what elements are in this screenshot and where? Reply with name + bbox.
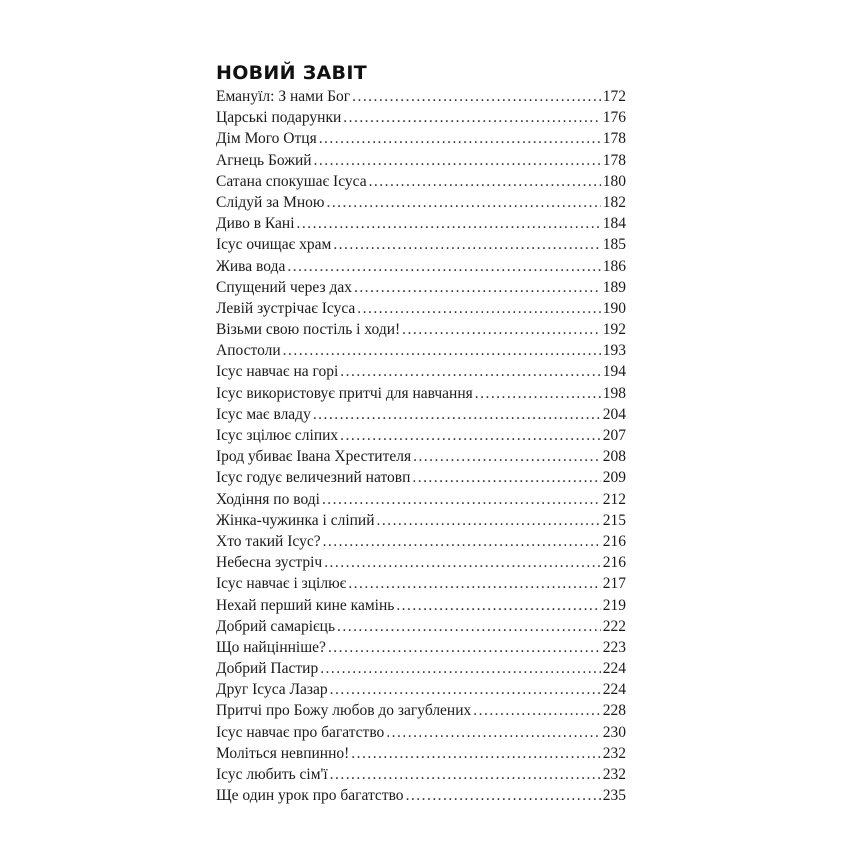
toc-entry-title: Хто такий Ісус? xyxy=(216,532,321,550)
toc-entry-title: Агнець Божий xyxy=(216,151,312,169)
toc-entry xyxy=(216,489,626,510)
toc-entry-title: Жінка-чужинка і сліпий xyxy=(216,511,375,529)
dot-leader xyxy=(326,192,600,213)
toc-entry xyxy=(216,722,626,743)
toc-entry-title: Добрий Пастир xyxy=(216,660,319,678)
toc-entry xyxy=(216,573,626,594)
dot-leader xyxy=(297,213,601,234)
toc-entry-page-number: 178 xyxy=(602,130,626,148)
toc-entry-page-number: 222 xyxy=(602,617,626,635)
toc-entry-title: Жива вода xyxy=(216,257,286,275)
toc-entry-title: Слідуй за Мною xyxy=(216,193,325,211)
dot-leader xyxy=(340,361,600,382)
dot-leader xyxy=(402,319,601,340)
toc-entry-page-number: 207 xyxy=(602,427,626,444)
dot-leader xyxy=(319,128,601,149)
toc-entry xyxy=(216,404,626,425)
toc-entry-page-number: 209 xyxy=(602,469,626,487)
toc-entry xyxy=(216,658,626,679)
toc-entry-title: Ісус навчає на горі xyxy=(216,363,339,381)
dot-leader xyxy=(287,256,600,277)
toc-entry-page-number: 224 xyxy=(602,681,626,699)
toc-entry-title: Моліться невпинно! xyxy=(216,744,350,762)
toc-entry xyxy=(216,340,626,361)
toc-entry-page-number: 182 xyxy=(602,193,626,211)
toc-entry-page-number: 184 xyxy=(602,215,626,233)
toc-entry-page-number: 190 xyxy=(602,299,626,317)
toc-entry-page-number: 235 xyxy=(602,787,626,805)
toc-entry xyxy=(216,743,626,764)
toc-entry xyxy=(216,256,626,277)
dot-leader xyxy=(320,658,601,679)
toc-entry-title: Спущений через дах xyxy=(216,278,352,296)
toc-entry-title: Ісус зцілює сліпих xyxy=(216,427,339,444)
dot-leader xyxy=(283,340,601,361)
toc-entry-title: Ірод убиває Івана Хрестителя xyxy=(216,448,412,466)
toc-entry-title: Дім Мого Отця xyxy=(216,130,317,148)
toc-entry xyxy=(216,383,626,404)
toc-entry-title: Ісус очищає храм xyxy=(216,236,332,254)
dot-leader xyxy=(314,150,601,171)
dot-leader xyxy=(340,425,601,446)
dot-leader xyxy=(328,637,601,658)
dot-leader xyxy=(369,171,601,192)
toc-entry xyxy=(216,107,626,128)
toc-entry-page-number: 232 xyxy=(602,766,626,783)
toc-entry-title: Притчі про Божу любов до загублених xyxy=(216,702,472,720)
toc-entry-title: Ще один урок про багатство xyxy=(216,787,404,805)
toc-entry xyxy=(216,298,626,319)
toc-entry-title: Що найцінніше? xyxy=(216,638,326,656)
toc-entry-page-number: 224 xyxy=(602,660,626,678)
toc-entry xyxy=(216,552,626,573)
toc-entry-page-number: 216 xyxy=(602,554,626,572)
dot-leader xyxy=(377,510,601,531)
toc-entry xyxy=(216,86,626,107)
toc-entry xyxy=(216,467,626,488)
dot-leader xyxy=(322,489,601,510)
dot-leader xyxy=(473,700,600,721)
toc-entry xyxy=(216,595,626,616)
toc-entry xyxy=(216,128,626,149)
toc-entry-page-number: 193 xyxy=(602,342,626,360)
toc-entry-title: Царські подарунки xyxy=(216,109,342,127)
dot-leader xyxy=(337,616,601,637)
dot-leader xyxy=(343,107,600,128)
table-of-contents xyxy=(216,62,626,806)
dot-leader xyxy=(396,595,600,616)
toc-entry-page-number: 176 xyxy=(602,109,626,127)
toc-entry xyxy=(216,192,626,213)
toc-entry-page-number: 194 xyxy=(602,363,626,381)
toc-entry xyxy=(216,764,626,785)
toc-entry-title: Сатана спокушає Ісуса xyxy=(216,172,367,190)
toc-entry-title: Ісус навчає про багатство xyxy=(216,723,385,741)
dot-leader xyxy=(413,446,601,467)
toc-entry xyxy=(216,150,626,171)
dot-leader xyxy=(330,764,601,785)
toc-entry-page-number: 217 xyxy=(602,575,626,593)
toc-entry-title: Ісус використовує притчі для навчання xyxy=(216,384,473,402)
toc-entry xyxy=(216,446,626,467)
toc-entry xyxy=(216,531,626,552)
toc-entry xyxy=(216,171,626,192)
dot-leader xyxy=(352,86,601,107)
toc-entry-page-number: 215 xyxy=(602,511,626,529)
toc-entry-title: Ходіння по воді xyxy=(216,490,320,508)
toc-entry xyxy=(216,679,626,700)
toc-entry-title: Друг Ісуса Лазар xyxy=(216,681,328,699)
toc-entry xyxy=(216,637,626,658)
toc-entry-page-number: 232 xyxy=(602,744,626,762)
toc-entry-title: Ісус навчає і зцілює xyxy=(216,575,347,593)
toc-list xyxy=(216,86,626,806)
toc-entry-title: Нехай перший кине камінь xyxy=(216,596,395,614)
toc-entry xyxy=(216,361,626,382)
toc-entry-page-number: 186 xyxy=(602,257,626,275)
dot-leader xyxy=(324,552,601,573)
toc-entry xyxy=(216,213,626,234)
dot-leader xyxy=(348,573,600,594)
toc-entry-title: Ісус годує величезний натовп xyxy=(216,469,411,487)
toc-entry-page-number: 178 xyxy=(602,151,626,169)
toc-entry-page-number: 212 xyxy=(602,490,626,508)
toc-entry xyxy=(216,785,626,806)
dot-leader xyxy=(475,383,601,404)
toc-entry-title: Ісус має владу xyxy=(216,405,311,423)
toc-entry-page-number: 228 xyxy=(602,702,626,720)
dot-leader xyxy=(330,679,601,700)
toc-entry xyxy=(216,425,626,446)
dot-leader xyxy=(351,743,600,764)
toc-entry xyxy=(216,510,626,531)
toc-entry xyxy=(216,319,626,340)
dot-leader xyxy=(386,722,600,743)
toc-entry-title: Небесна зустріч xyxy=(216,554,323,572)
toc-entry-page-number: 223 xyxy=(602,638,626,656)
toc-entry-title: Левій зустрічає Ісуса xyxy=(216,299,356,317)
toc-entry-page-number: 219 xyxy=(602,596,626,614)
toc-entry-page-number: 216 xyxy=(602,532,626,550)
section-heading: НОВИЙ ЗАВІТ xyxy=(216,62,367,84)
toc-entry-page-number: 198 xyxy=(602,384,626,402)
toc-entry-page-number: 230 xyxy=(602,723,626,741)
toc-entry-title: Емануїл: З нами Бог xyxy=(216,88,351,105)
toc-entry-page-number: 180 xyxy=(602,172,626,190)
toc-entry-title: Ісус любить сім'ї xyxy=(216,766,328,783)
toc-entry-page-number: 185 xyxy=(602,236,626,254)
toc-entry-page-number: 204 xyxy=(602,405,626,423)
dot-leader xyxy=(412,467,600,488)
toc-entry xyxy=(216,616,626,637)
dot-leader xyxy=(333,234,600,255)
toc-entry-title: Візьми свою постіль і ходи! xyxy=(216,321,401,339)
dot-leader xyxy=(354,277,601,298)
toc-entry-title: Диво в Кані xyxy=(216,215,295,233)
toc-entry-page-number: 208 xyxy=(602,448,626,466)
toc-entry xyxy=(216,700,626,721)
dot-leader xyxy=(313,404,601,425)
toc-entry-title: Добрий самарієць xyxy=(216,617,336,635)
toc-entry-page-number: 172 xyxy=(602,88,626,105)
toc-entry xyxy=(216,277,626,298)
toc-entry-page-number: 192 xyxy=(602,321,626,339)
dot-leader xyxy=(357,298,600,319)
toc-entry xyxy=(216,234,626,255)
toc-entry-title: Апостоли xyxy=(216,342,281,360)
dot-leader xyxy=(323,531,601,552)
dot-leader xyxy=(406,785,601,806)
toc-entry-page-number: 189 xyxy=(602,278,626,296)
